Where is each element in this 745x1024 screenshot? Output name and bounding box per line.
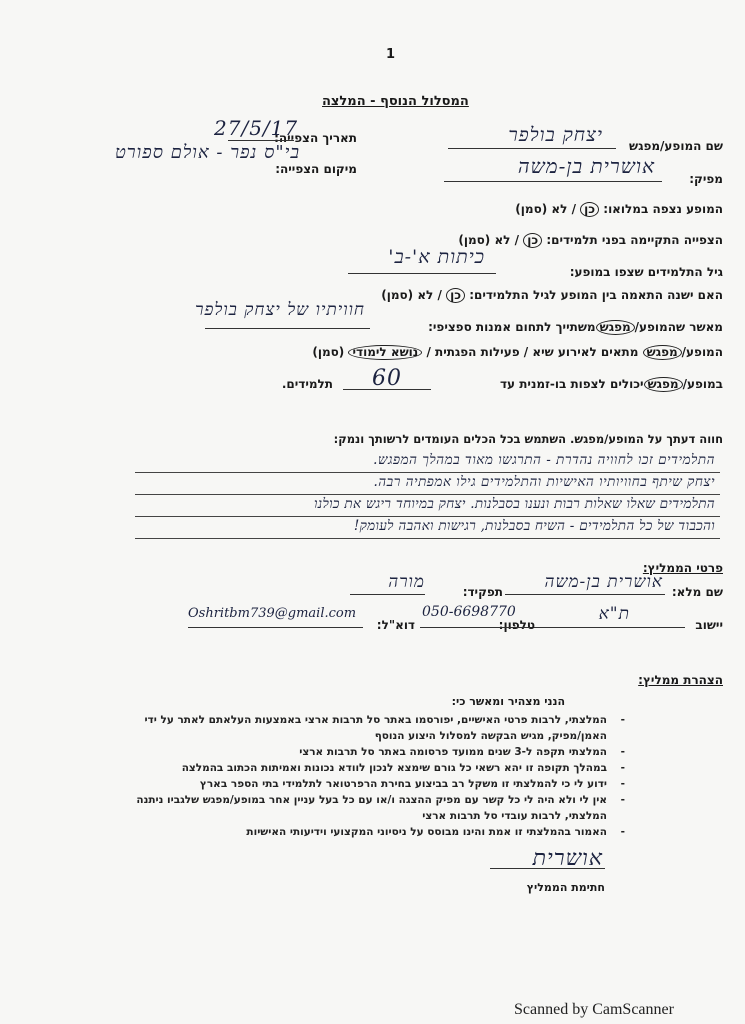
capacity-row (500, 377, 723, 392)
declaration-item: - ידוע לי כי להמלצתי זו משקל רב בביצוע בחירת הרפרטואר לתלמידי בתי הספר בארץ (105, 776, 625, 792)
declaration-item: - המלצתי, לרבות פרטי האישיים, יפורסמו באתר סל תרבות ארצי באמצעות העלאתם לאתר על ידי האמן/מפיק, מגיש הבקשה למסלול היצוע הנוסף (105, 712, 625, 744)
age-label: גיל התלמידים שצפו במופע: (569, 265, 723, 279)
declaration-item: - האמור בהמלצתי זו אמת והינו מבוסס על ניסיוני המקצועי וידיעותי האישיות (105, 824, 625, 840)
recommender-role-value: מורה (388, 572, 425, 592)
capacity-value: 60 (372, 366, 402, 391)
event-circled: מפגש (643, 345, 682, 360)
students-row (458, 233, 723, 248)
age-value: כיתות א'-ב' (388, 246, 485, 268)
recommender-role-label: תפקיד: (462, 585, 503, 599)
signature: אושרית (532, 846, 603, 871)
event-circled-study: נושא לימודי (348, 345, 422, 360)
page-number: 1 (386, 47, 396, 62)
recommender-town-line (530, 627, 685, 628)
declaration-list (105, 712, 625, 840)
recommender-email-line (188, 627, 363, 628)
declaration-section-title: הצהרת ממליץ: (638, 673, 723, 687)
recommender-section-title: פרטי הממליץ: (642, 561, 723, 575)
producer-line (444, 181, 662, 182)
producer-label: מפיק: (689, 172, 723, 186)
full-view-no: / לא (סמן) (515, 202, 576, 216)
signature-label: חתימת הממליץ (526, 881, 605, 894)
recommender-email-value: Oshritbm739@gmail.com (188, 606, 357, 621)
recommender-town-label: יישוב (695, 618, 723, 632)
date-line (228, 140, 294, 141)
full-view-label: המופע נצפה במלואו: (603, 202, 723, 216)
art-field-post: משתייך לתחום אמנות ספציפי: (428, 320, 596, 334)
opinion-line-1: התלמידים זכו לחוויה נהדרת - התרגשו מאוד במהלך המפגש. (373, 452, 715, 468)
signature-line (490, 868, 605, 869)
recommender-town-value: ת"א (598, 604, 630, 624)
scanner-watermark: Scanned by CamScanner (514, 1001, 674, 1018)
capacity-post: תלמידים. (281, 377, 333, 391)
recommender-name-value: אושרית בן-משה (544, 572, 663, 592)
date-value: 27/5/17 (214, 116, 299, 140)
event-row (312, 345, 723, 360)
capacity-circled: מפגש (644, 377, 683, 392)
event-post: (סמן) (312, 345, 345, 359)
art-field-circled: מפגש (596, 320, 635, 335)
opinion-rule-1 (135, 472, 720, 473)
opinion-rule-4 (135, 538, 720, 539)
event-mid: מתאים לאירוע שיא / פעילות הפגתית / (426, 345, 639, 359)
opinion-prompt: חווה דעתך על המופע/מפגש. השתמש בכל הכלים העומדים לרשותך ונמק: (333, 432, 723, 446)
full-view-row (515, 202, 723, 217)
form-title: המסלול הנוסף - המלצה (322, 94, 469, 109)
art-field-value: חוויתיו של יצחק בולפר (195, 300, 365, 320)
declaration-intro: הנני מצהיר ומאשר כי: (451, 695, 565, 708)
recommender-email-label: דוא"ל: (376, 618, 415, 632)
opinion-line-3: התלמידים שאלו שאלות רבות ונענו בסבלנות. יצחק במיוחד ריגש את כולנו (314, 496, 715, 512)
location-label: מיקום הצפייה: (275, 162, 357, 176)
students-yes-circled: כן (523, 233, 542, 248)
recommender-role-line (350, 594, 425, 595)
age-match-row (381, 288, 723, 303)
opinion-line-2: יצחק שיתף בחוויותיו האישיות והתלמידים גילו אמפתיה רבה. (373, 474, 715, 490)
recommender-name-label: שם מלא: (671, 585, 723, 599)
performer-value: יצחק בולפר (508, 124, 603, 146)
declaration-item: - אין לי ולא היה לי כל קשר עם מפיק ההצגה ו/או עם כל בעל עניין אחר במופע/מפגש שלגביו ניתנה המלצתי, לרבות עובדי סל תרבות ארצי (105, 792, 625, 824)
capacity-pre: במופע/ (682, 377, 723, 391)
students-no: / לא (סמן) (458, 233, 520, 247)
art-field-pre: מאשר שהמופע/ (634, 320, 723, 334)
recommender-phone-label: טלפון: (498, 618, 535, 632)
performer-label: שם המופע/מפגש (629, 139, 723, 153)
performer-line (448, 148, 616, 149)
event-pre: המופע/ (681, 345, 723, 359)
declaration-item: - המלצתי תקפה ל-3 שנים ממועד פרסומה באתר סל תרבות ארצי (105, 744, 625, 760)
date-label: תאריך הצפייה: (274, 131, 357, 145)
producer-value: אושרית בן-משה (517, 154, 655, 178)
opinion-rule-3 (135, 516, 720, 517)
age-match-no: / לא (סמן) (381, 288, 442, 302)
art-field-line (205, 328, 370, 329)
age-match-yes-circled: כן (446, 288, 465, 303)
declaration-item: - במהלך תקופה זו יהא רשאי כל גורם שימצא לנכון לוודא נכונות ואמיתות הכתוב בהמלצה (105, 760, 625, 776)
location-value: בי"ס נפר - אולם ספורט (114, 142, 300, 163)
opinion-line-4: והכבוד של כל התלמידים - השיח בסבלנות, רגישות ואהבה לעומק! (353, 518, 715, 534)
recommender-phone-value: 050-6698770 (422, 604, 516, 620)
art-field-row (428, 320, 723, 335)
recommender-phone-line (420, 627, 530, 628)
capacity-mid: יכולים לצפות בו-זמנית עד (500, 377, 644, 391)
age-line (348, 273, 496, 274)
full-view-yes-circled: כן (580, 202, 599, 217)
opinion-rule-2 (135, 494, 720, 495)
age-match-label: האם ישנה התאמה בין המופע לגיל התלמידים: (469, 288, 723, 302)
recommender-name-line (505, 594, 665, 595)
students-label: הצפייה התקיימה בפני תלמידים: (546, 233, 723, 247)
